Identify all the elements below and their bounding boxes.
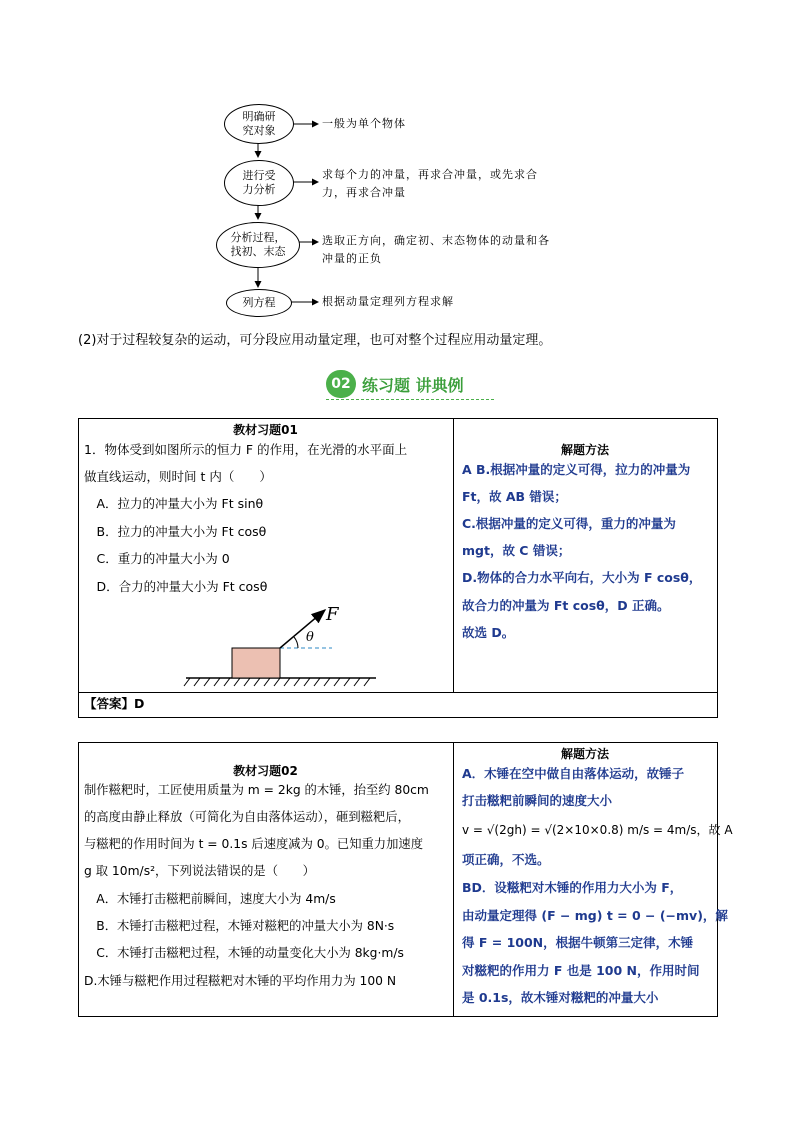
force-arrow: [280, 610, 325, 648]
section-number-badge: 02: [326, 370, 356, 398]
q2-option-d: D.木锤与糍粑作用过程糍粑对木锤的平均作用力为 100 N: [84, 974, 397, 988]
q1-solution-line: A B.根据冲量的定义可得，拉力的冲量为: [462, 462, 691, 477]
q1-solution-line: mgt，故 C 错误；: [462, 543, 571, 558]
q1-answer-divider: [78, 692, 717, 693]
q2-solution-line: 项正确，不选。: [462, 852, 550, 867]
q1-column-divider: [453, 418, 454, 692]
flowchart-connectors: [0, 0, 794, 330]
q1-solution-line: C.根据冲量的定义可得，重力的冲量为: [462, 516, 676, 531]
section-underline: [326, 399, 494, 400]
section-title: 练习题 讲典例: [362, 376, 464, 395]
flow-node-line: 找初、末态: [230, 245, 286, 258]
q2-solution-line: A．木锤在空中做自由落体运动，故锤子: [462, 766, 685, 781]
q2-solution-line: BD．设糍粑对木锤的作用力大小为 F，: [462, 880, 683, 895]
q1-option-c: C．重力的冲量大小为 0: [84, 551, 230, 566]
q2-solution-title: 解题方法: [560, 747, 609, 761]
angle-arc: [294, 637, 298, 648]
q1-option-b: B．拉力的冲量大小为 Ft cosθ: [84, 524, 267, 539]
q1-option-d: D．合力的冲量大小为 Ft cosθ: [84, 579, 268, 594]
q2-option-c: C．木锤打击糍粑过程，木锤的动量变化大小为 8kg·m/s: [84, 946, 404, 960]
q2-solution-line: 是 0.1s，故木锤对糍粑的冲量大小: [462, 990, 659, 1005]
flow-node-force-analysis: [224, 160, 294, 206]
q2-solution-line: 对糍粑的作用力 F 也是 100 N，作用时间: [462, 963, 700, 978]
q1-line: 做直线运动，则时间 t 内（ ）: [84, 469, 272, 484]
q2-solution-line: 得 F = 100N，根据牛顿第三定律，木锤: [462, 935, 694, 950]
q1-solution-line: 故选 D。: [462, 625, 515, 640]
q1-answer: 【答案】D: [84, 696, 145, 711]
q2-option-b: B．木锤打击糍粑过程，木锤对糍粑的冲量大小为 8N·s: [84, 919, 395, 933]
q1-line: 1．物体受到如图所示的恒力 F 的作用，在光滑的水平面上: [84, 442, 408, 457]
flow-note-1: 一般为单个物体: [322, 117, 406, 130]
q1-solution-title: 解题方法: [560, 443, 609, 457]
q2-line: 与糍粑的作用时间为 t = 0.1s 后速度减为 0。已知重力加速度: [84, 837, 423, 851]
flow-note-3: 选取正方向，确定初、末态物体的动量和各 冲量的正负: [322, 234, 550, 265]
flow-node-process-analysis: [216, 222, 300, 268]
flow-node-line: 分析过程，: [230, 231, 286, 244]
flow-node-line: 力分析: [242, 183, 276, 196]
q2-title: 教材习题02: [233, 764, 298, 778]
flow-note-2: 求每个力的冲量，再求合冲量，或先求合 力，再求合冲量: [322, 168, 538, 199]
q2-line: g 取 10m/s²，下列说法错误的是（ ）: [84, 864, 315, 878]
flow-note-4: 根据动量定理列方程求解: [322, 295, 454, 308]
ground-hatching: [184, 678, 370, 686]
flow-node-line: 列方程: [242, 296, 276, 309]
q2-solution-line: 由动量定理得 (F − mg) t = 0 − (−mv)，解: [462, 908, 728, 923]
block: [232, 648, 280, 678]
q1-option-a: A．拉力的冲量大小为 Ft sinθ: [84, 496, 264, 511]
force-label: F: [326, 604, 339, 625]
flow-node-line: 究对象: [242, 124, 276, 137]
q2-line: 的高度由静止释放（可简化为自由落体运动），砸到糍粑后，: [84, 810, 410, 824]
flow-node-line: 明确研: [242, 110, 276, 123]
flow-node-line: 进行受: [242, 169, 276, 182]
q1-solution-line: D.物体的合力水平向右，大小为 F cosθ，: [462, 570, 702, 585]
q2-line: 制作糍粑时，工匠使用质量为 m = 2kg 的木锤，抬至约 80cm: [84, 783, 429, 797]
q2-option-a: A．木锤打击糍粑前瞬间，速度大小为 4m/s: [84, 892, 336, 906]
q2-column-divider: [453, 742, 454, 1016]
q1-solution-line: Ft，故 AB 错误；: [462, 489, 567, 504]
note-paragraph: (2)对于过程较复杂的运动，可分段应用动量定理，也可对整个过程应用动量定理。: [78, 333, 552, 348]
angle-label: θ: [306, 630, 314, 645]
q1-solution-line: 故合力的冲量为 Ft cosθ，D 正确。: [462, 598, 670, 613]
q2-solution-line: 打击糍粑前瞬间的速度大小: [462, 793, 613, 808]
q1-title: 教材习题01: [233, 423, 298, 437]
flow-node-research-object: [224, 104, 294, 144]
q1-force-diagram: [180, 600, 380, 692]
q2-solution-formula: v = √(2gh) = √(2×10×0.8) m/s = 4m/s，故 A: [462, 823, 733, 837]
flow-node-equation: [226, 289, 292, 317]
